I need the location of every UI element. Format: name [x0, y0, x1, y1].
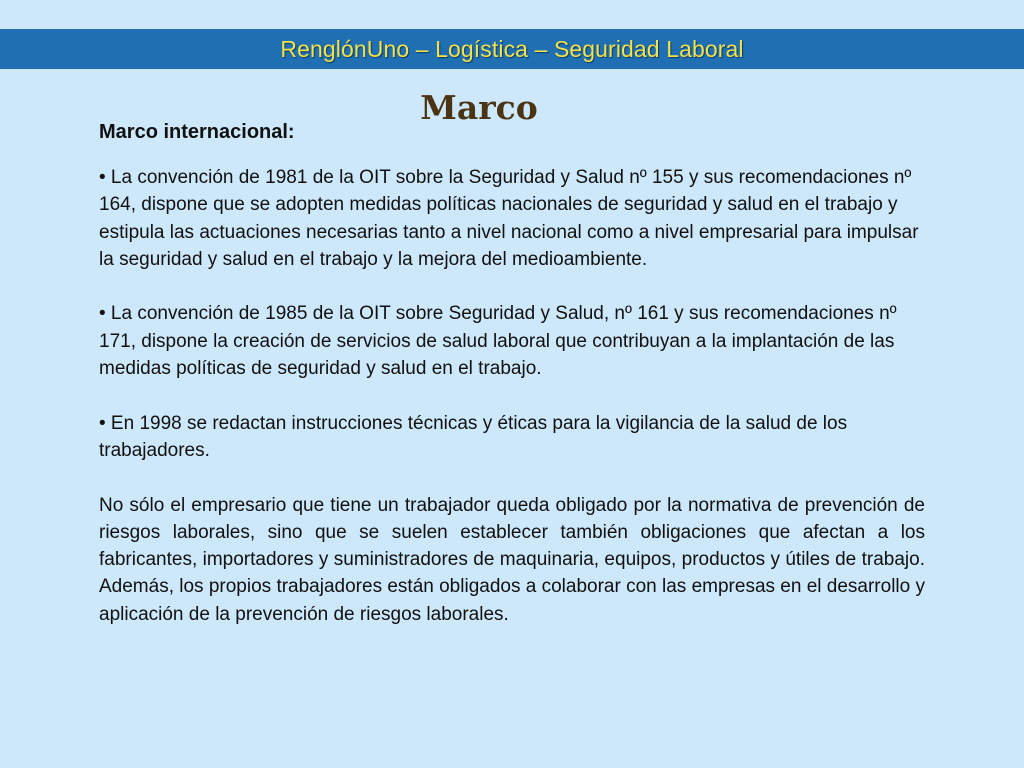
- header-bar: [0, 29, 1024, 69]
- slide-title: Marco: [420, 88, 538, 127]
- closing-paragraph: No sólo el empresario que tiene un trabajador queda obligado por la normativa de prevención de riesgos laborales, sino que se suelen establecer también obligaciones que afectan a los fabricantes, importadores y suministradores de maquinaria, equipos, productos y útiles de trabajo. Además, los propios trabajadores están obligados a colaborar con las empresas en el desarrollo y aplicación de la prevención de riesgos laborales.: [99, 494, 925, 625]
- bullet-paragraph: • La convención de 1985 de la OIT sobre Seguridad y Salud, nº 161 y sus recomendaciones nº 171, dispone la creación de servicios de salud laboral que contribuyan a la implantación de las medidas políticas de seguridad y salud en el trabajo.: [99, 303, 897, 380]
- slide-content: [99, 164, 925, 628]
- bullet-paragraph: • En 1998 se redactan instrucciones técnicas y éticas para la vigilancia de la salud de los trabajadores.: [99, 412, 848, 461]
- header-title: RenglónUno – Logística – Seguridad Laboral: [280, 35, 744, 62]
- bullet-paragraph: • La convención de 1981 de la OIT sobre la Seguridad y Salud nº 155 y sus recomendaciones nº 164, dispone que se adopten medidas políticas nacionales de seguridad y salud en el trabajo y estipula las actuaciones necesarias tanto a nivel nacional como a nivel empresarial para impulsar la seguridad y salud en el trabajo y la mejora del medioambiente.: [99, 167, 919, 270]
- section-heading: Marco internacional:: [99, 121, 295, 143]
